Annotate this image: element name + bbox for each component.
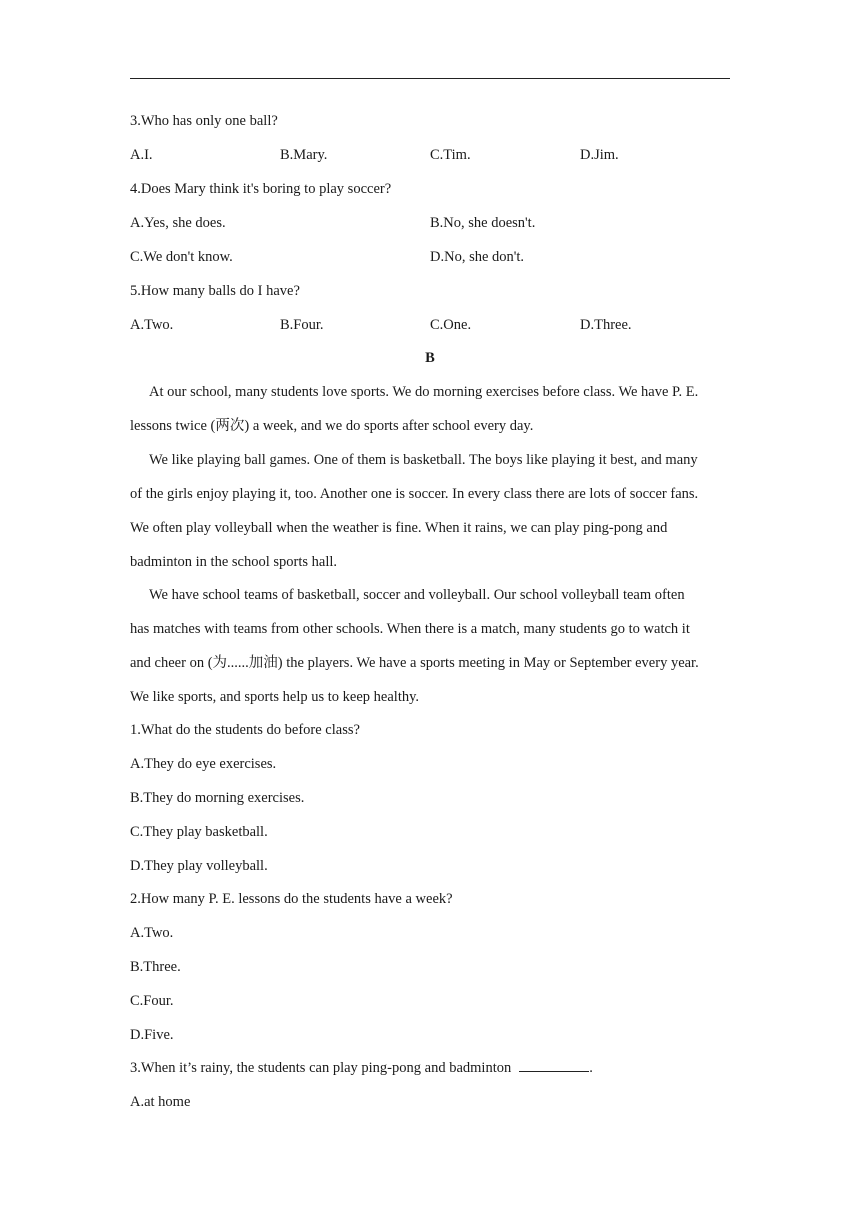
passage-line: We like sports, and sports help us to keep healthy. bbox=[130, 689, 420, 705]
question-b2: 2.How many P. E. lessons do the students have a week? bbox=[130, 891, 453, 907]
question-a4: 4.Does Mary think it's boring to play soccer? bbox=[130, 181, 392, 197]
passage-line: We have school teams of basketball, soccer and volleyball. Our school volleyball team often bbox=[149, 587, 685, 603]
option-b1-c: C.They play basketball. bbox=[130, 824, 268, 840]
passage-line: lessons twice (两次) a week, and we do sports after school every day. bbox=[130, 418, 534, 434]
option-a4-a: A.Yes, she does. bbox=[130, 215, 226, 231]
passage-line: We like playing ball games. One of them is basketball. The boys like playing it best, and many bbox=[149, 452, 698, 468]
question-b3-text: 3.When it’s rainy, the students can play ping-pong and badminton bbox=[130, 1060, 512, 1076]
option-a5-d: D.Three. bbox=[580, 317, 632, 333]
question-b3-end: . bbox=[589, 1060, 593, 1076]
option-a4-d: D.No, she don't. bbox=[430, 249, 525, 265]
passage-line: and cheer on (为......加油) the players. We have a sports meeting in May or September every year. bbox=[130, 655, 699, 671]
passage-line: At our school, many students love sports. We do morning exercises before class. We have P. E. bbox=[149, 384, 699, 400]
passage-line: badminton in the school sports hall. bbox=[130, 554, 338, 570]
option-a4-c: C.We don't know. bbox=[130, 249, 233, 265]
question-a3: 3.Who has only one ball? bbox=[130, 113, 278, 129]
passage-line: of the girls enjoy playing it, too. Another one is soccer. In every class there are lots of soccer fans. bbox=[130, 486, 699, 502]
question-b3 bbox=[130, 1059, 593, 1077]
option-b1-a: A.They do eye exercises. bbox=[130, 756, 277, 772]
option-b2-d: D.Five. bbox=[130, 1027, 174, 1043]
option-a4-b: B.No, she doesn't. bbox=[430, 215, 536, 231]
header-rule bbox=[130, 78, 730, 79]
option-a3-b: B.Mary. bbox=[280, 147, 328, 163]
option-a5-b: B.Four. bbox=[280, 317, 324, 333]
passage-line: has matches with teams from other schools. When there is a match, many students go to watch it bbox=[130, 621, 690, 637]
question-a5: 5.How many balls do I have? bbox=[130, 283, 300, 299]
option-a5-a: A.Two. bbox=[130, 317, 174, 333]
option-a3-c: C.Tim. bbox=[430, 147, 471, 163]
option-b2-b: B.Three. bbox=[130, 959, 181, 975]
section-heading-b: B bbox=[425, 350, 435, 366]
passage-line: We often play volleyball when the weather is fine. When it rains, we can play ping-pong and bbox=[130, 520, 668, 536]
answer-blank bbox=[519, 1059, 589, 1072]
option-b3-a: A.at home bbox=[130, 1094, 191, 1110]
option-b1-b: B.They do morning exercises. bbox=[130, 790, 305, 806]
option-b1-d: D.They play volleyball. bbox=[130, 858, 268, 874]
question-b1: 1.What do the students do before class? bbox=[130, 722, 360, 738]
option-b2-a: A.Two. bbox=[130, 925, 174, 941]
option-a3-a: A.I. bbox=[130, 147, 153, 163]
option-a3-d: D.Jim. bbox=[580, 147, 619, 163]
option-a5-c: C.One. bbox=[430, 317, 472, 333]
option-b2-c: C.Four. bbox=[130, 993, 174, 1009]
